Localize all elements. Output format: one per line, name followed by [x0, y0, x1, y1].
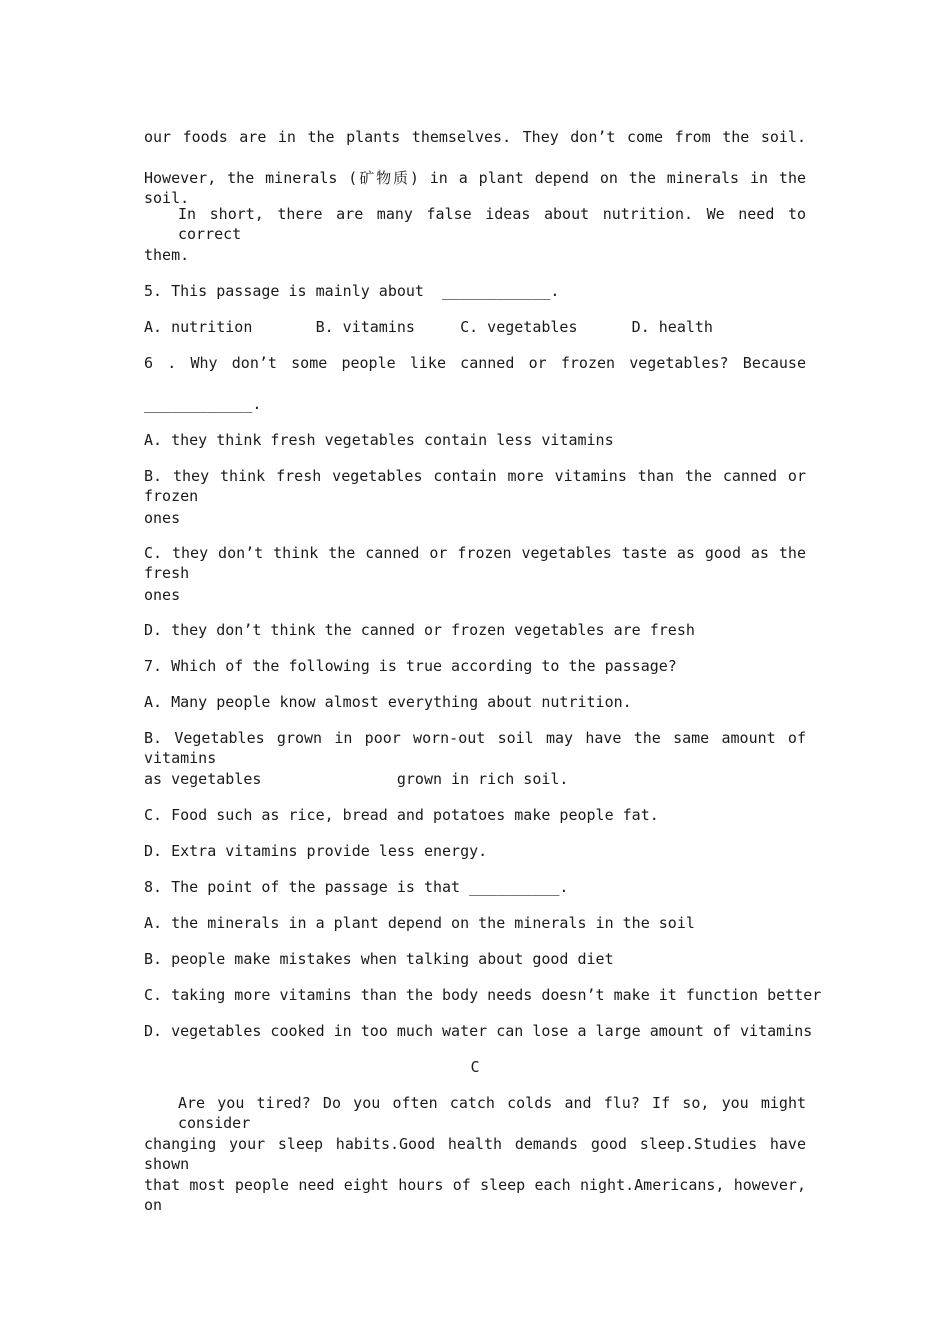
question-5-options: A. nutrition B. vitamins C. vegetables D. health	[144, 318, 713, 336]
passage-line: However, the minerals (矿物质) in a plant depend on the minerals in the soil.	[144, 169, 806, 207]
question-6-option-a: A. they think fresh vegetables contain less vitamins	[144, 431, 614, 449]
question-7-stem: 7. Which of the following is true according to the passage?	[144, 657, 677, 675]
question-8-option-b: B. people make mistakes when talking about good diet	[144, 950, 614, 968]
question-7-option-b: B. Vegetables grown in poor worn-out soil may have the same amount of vitamins	[144, 729, 806, 767]
question-8-option-d: D. vegetables cooked in too much water can lose a large amount of vitamins	[144, 1022, 813, 1040]
question-6-blank: ____________.	[144, 395, 262, 413]
question-7-option-a: A. Many people know almost everything about nutrition.	[144, 693, 632, 711]
passage-line: changing your sleep habits.Good health demands good sleep.Studies have shown	[144, 1135, 806, 1173]
question-7-option-c: C. Food such as rice, bread and potatoes make people fat.	[144, 806, 659, 824]
section-heading: C	[470, 1058, 480, 1076]
passage-line: that most people need eight hours of sleep each night.Americans, however, on	[144, 1176, 806, 1214]
question-8-stem: 8. The point of the passage is that __________.	[144, 878, 569, 896]
question-6-stem: 6 . Why don’t some people like canned or frozen vegetables? Because	[144, 354, 806, 372]
passage-line: our foods are in the plants themselves. They don’t come from the soil.	[144, 128, 806, 146]
question-6-option-b-cont: ones	[144, 509, 181, 527]
question-7-option-b-cont: as vegetables grown in rich soil.	[144, 770, 569, 788]
question-8-option-c: C. taking more vitamins than the body needs doesn’t make it function better	[144, 986, 822, 1004]
question-6-option-c-cont: ones	[144, 586, 181, 604]
question-6-option-d: D. they don’t think the canned or frozen vegetables are fresh	[144, 621, 695, 639]
passage-line: Are you tired? Do you often catch colds and flu? If so, you might consider	[178, 1094, 806, 1132]
question-5-stem: 5. This passage is mainly about ____________.	[144, 282, 560, 300]
passage-line: them.	[144, 246, 190, 264]
question-6-option-c: C. they don’t think the canned or frozen vegetables taste as good as the fresh	[144, 544, 806, 582]
question-7-option-d: D. Extra vitamins provide less energy.	[144, 842, 488, 860]
question-6-option-b: B. they think fresh vegetables contain more vitamins than the canned or frozen	[144, 467, 806, 505]
passage-line: In short, there are many false ideas about nutrition. We need to correct	[178, 205, 806, 243]
question-8-option-a: A. the minerals in a plant depend on the minerals in the soil	[144, 914, 695, 932]
